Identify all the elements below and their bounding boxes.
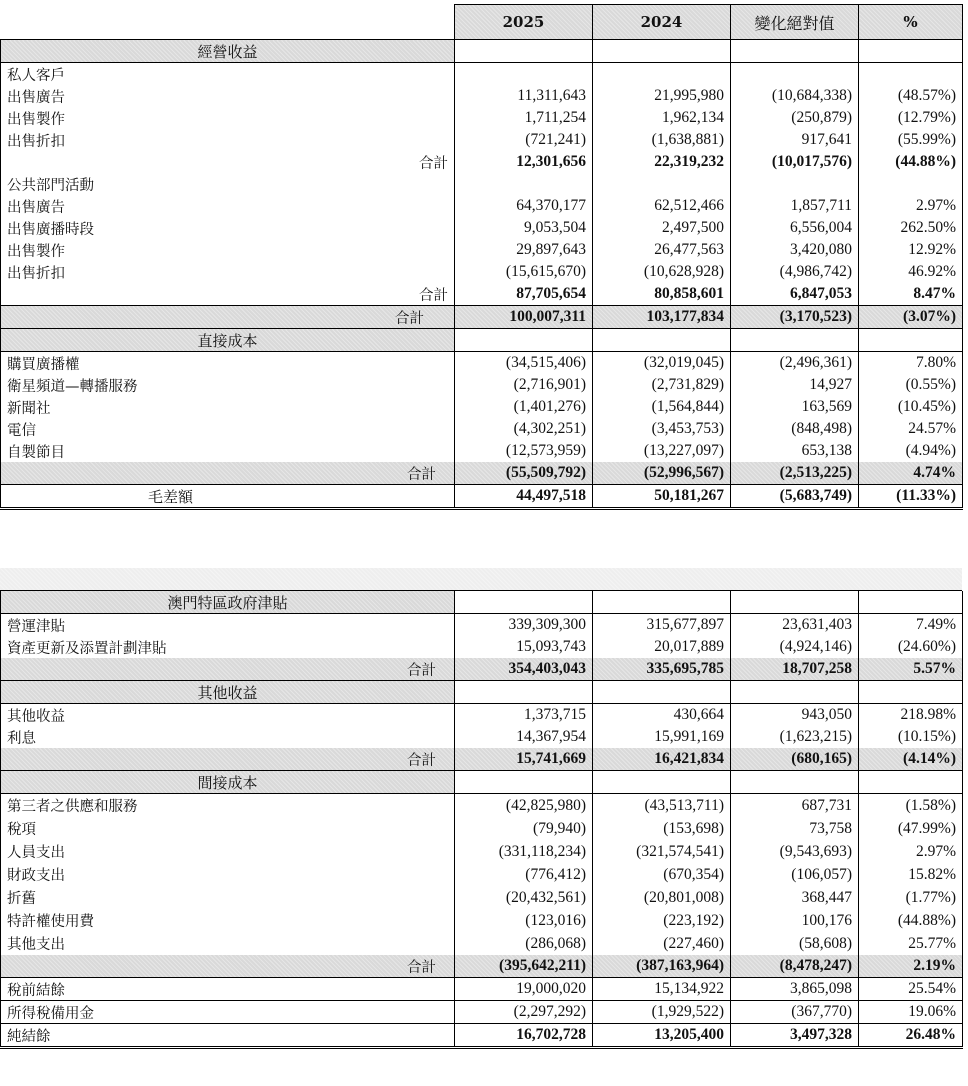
table-cell-value: (10.45%) xyxy=(859,396,963,418)
table-cell-label xyxy=(859,173,963,195)
table-cell-label: 折舊 xyxy=(1,886,455,909)
table-cell-value: 2,497,500 xyxy=(593,217,731,239)
table-cell-value: 19.06% xyxy=(859,1001,963,1024)
table-cell-value: (395,642,211) xyxy=(455,955,593,978)
table-cell-label: 人員支出 xyxy=(1,840,455,863)
table-cell-label xyxy=(455,40,593,63)
table-cell-value: (32,019,045) xyxy=(593,352,731,375)
table-cell-value: (227,460) xyxy=(593,932,731,955)
header-percent: % xyxy=(859,5,963,40)
table-cell-value: (2,716,901) xyxy=(455,374,593,396)
table-cell-value: (1,623,215) xyxy=(731,726,859,748)
table-cell-value: 3,497,328 xyxy=(731,1024,859,1048)
table-cell-value: 218.98% xyxy=(859,704,963,727)
table-cell-value: 917,641 xyxy=(731,129,859,151)
table-cell-label xyxy=(593,681,731,704)
table-cell-value: 16,702,728 xyxy=(455,1024,593,1048)
table-cell-value: (1.77%) xyxy=(859,886,963,909)
table-row xyxy=(1,840,963,863)
table-cell-label: 第三者之供應和服務 xyxy=(1,794,455,818)
table-cell-label xyxy=(731,591,859,614)
table-cell-label xyxy=(455,681,593,704)
table-cell-label xyxy=(859,40,963,63)
table-cell-value: (48.57%) xyxy=(859,85,963,107)
table-cell-value: (3,453,753) xyxy=(593,418,731,440)
table-cell-label: 出售廣告 xyxy=(1,85,455,107)
table-cell-value: 5.57% xyxy=(859,658,963,681)
header-2024: 2024 xyxy=(593,5,731,40)
table-cell-label xyxy=(731,63,859,86)
table-cell-label: 合計 xyxy=(1,955,455,978)
table-cell-value: (123,016) xyxy=(455,909,593,932)
table-cell-value: (34,515,406) xyxy=(455,352,593,375)
table-cell-value: (250,879) xyxy=(731,107,859,129)
header-row xyxy=(1,5,963,40)
table-cell-value: (10.15%) xyxy=(859,726,963,748)
table-cell-value: 46.92% xyxy=(859,261,963,283)
table-cell-value: 80,858,601 xyxy=(593,283,731,306)
table-cell-value: (24.60%) xyxy=(859,636,963,658)
table-cell-label: 出售折扣 xyxy=(1,129,455,151)
table-cell-label: 合計 xyxy=(1,283,455,306)
table-cell-value: (4.94%) xyxy=(859,440,963,462)
table-cell-value: 687,731 xyxy=(731,794,859,818)
table-cell-label: 財政支出 xyxy=(1,863,455,886)
table-cell-value: 24.57% xyxy=(859,418,963,440)
table-row xyxy=(1,261,963,283)
table-cell-value: (670,354) xyxy=(593,863,731,886)
table-cell-value: 20,017,889 xyxy=(593,636,731,658)
table-cell-value: (223,192) xyxy=(593,909,731,932)
table-cell-label: 電信 xyxy=(1,418,455,440)
table-cell-value: 2.19% xyxy=(859,955,963,978)
table-cell-value: (15,615,670) xyxy=(455,261,593,283)
table-cell-value: 103,177,834 xyxy=(593,306,731,329)
subtotal-row xyxy=(1,658,963,681)
table-cell-value: 653,138 xyxy=(731,440,859,462)
table-cell-value: 1,962,134 xyxy=(593,107,731,129)
table-cell-value: 8.47% xyxy=(859,283,963,306)
table-cell-value: (153,698) xyxy=(593,817,731,840)
table-cell-value: (387,163,964) xyxy=(593,955,731,978)
table-cell-value: 64,370,177 xyxy=(455,195,593,217)
table-cell-label xyxy=(593,40,731,63)
section-title-row xyxy=(1,591,963,614)
table-cell-value: 50,181,267 xyxy=(593,485,731,509)
table-cell-value: 2.97% xyxy=(859,195,963,217)
table-cell-label xyxy=(731,681,859,704)
section-title-row xyxy=(1,681,963,704)
table-cell-value: (2,731,829) xyxy=(593,374,731,396)
table-cell-label: 利息 xyxy=(1,726,455,748)
table-cell-value: (43,513,711) xyxy=(593,794,731,818)
table-cell-value: (848,498) xyxy=(731,418,859,440)
table-cell-value: 7.49% xyxy=(859,614,963,637)
table-cell-label: 新聞社 xyxy=(1,396,455,418)
table-row xyxy=(1,107,963,129)
pretax-row xyxy=(1,978,963,1001)
table-cell-label xyxy=(455,771,593,794)
table-cell-value: (55.99%) xyxy=(859,129,963,151)
table-cell-value: 15,093,743 xyxy=(455,636,593,658)
table-cell-value: 2.97% xyxy=(859,840,963,863)
table-cell-value: (680,165) xyxy=(731,748,859,771)
table-cell-value: 14,367,954 xyxy=(455,726,593,748)
table-row xyxy=(1,817,963,840)
subtotal-row xyxy=(1,748,963,771)
table-cell-value: 25.77% xyxy=(859,932,963,955)
table-row xyxy=(1,352,963,375)
table-cell-value: 335,695,785 xyxy=(593,658,731,681)
table-cell-value: 7.80% xyxy=(859,352,963,375)
table-cell-value: 6,556,004 xyxy=(731,217,859,239)
section-title-indirect-cost: 間接成本 xyxy=(1,771,455,794)
table-cell-value: 26,477,563 xyxy=(593,239,731,261)
table-cell-value: 15.82% xyxy=(859,863,963,886)
table-cell-value: (367,770) xyxy=(731,1001,859,1024)
table-cell-value: (10,628,928) xyxy=(593,261,731,283)
table-cell-value: 15,134,922 xyxy=(593,978,731,1001)
table-cell-value: (20,801,008) xyxy=(593,886,731,909)
table-cell-value: 62,512,466 xyxy=(593,195,731,217)
table-cell-label xyxy=(731,173,859,195)
table-row xyxy=(1,614,963,637)
table-cell-value: (4.14%) xyxy=(859,748,963,771)
table-cell-label xyxy=(859,591,963,614)
table-cell-value: 73,758 xyxy=(731,817,859,840)
table-cell-value: 29,897,643 xyxy=(455,239,593,261)
table-cell-value: 3,865,098 xyxy=(731,978,859,1001)
table-cell-value: (47.99%) xyxy=(859,817,963,840)
subtotal-row xyxy=(1,151,963,173)
table-row xyxy=(1,374,963,396)
section-title-direct-cost: 直接成本 xyxy=(1,329,455,352)
table-row xyxy=(1,932,963,955)
table-cell-value: 315,677,897 xyxy=(593,614,731,637)
table-cell-value: (286,068) xyxy=(455,932,593,955)
table-row xyxy=(1,636,963,658)
table-cell-value: (1,638,881) xyxy=(593,129,731,151)
table-cell-label: 購買廣播權 xyxy=(1,352,455,375)
table-row xyxy=(1,217,963,239)
subtotal-row xyxy=(1,955,963,978)
table-cell-label: 營運津貼 xyxy=(1,614,455,637)
table-cell-value: (331,118,234) xyxy=(455,840,593,863)
table-cell-value: 430,664 xyxy=(593,704,731,727)
table-cell-value: 12,301,656 xyxy=(455,151,593,173)
subtotal-row xyxy=(1,462,963,485)
income-statement-part1 xyxy=(0,4,962,510)
table-cell-value: (52,996,567) xyxy=(593,462,731,485)
table-cell-value: (9,543,693) xyxy=(731,840,859,863)
table-row xyxy=(1,129,963,151)
table-cell-label xyxy=(593,173,731,195)
table-cell-label: 出售製作 xyxy=(1,107,455,129)
section-title-row xyxy=(1,771,963,794)
table-cell-label: 其他收益 xyxy=(1,704,455,727)
table-cell-value: (0.55%) xyxy=(859,374,963,396)
table-cell-value: 13,205,400 xyxy=(593,1024,731,1048)
table-cell-value: 14,927 xyxy=(731,374,859,396)
table-row xyxy=(1,440,963,462)
table-cell-value: 18,707,258 xyxy=(731,658,859,681)
table-cell-label: 毛差額 xyxy=(1,485,455,509)
table-cell-label: 合計 xyxy=(1,306,455,329)
table-cell-value: 1,711,254 xyxy=(455,107,593,129)
table-cell-label: 特許權使用費 xyxy=(1,909,455,932)
table-cell-value: 1,373,715 xyxy=(455,704,593,727)
table-cell-value: (44.88%) xyxy=(859,909,963,932)
net-row xyxy=(1,1024,963,1048)
table-cell-value: 9,053,504 xyxy=(455,217,593,239)
table-cell-value: 3,420,080 xyxy=(731,239,859,261)
table-cell-value: 26.48% xyxy=(859,1024,963,1048)
table-cell-value: (79,940) xyxy=(455,817,593,840)
table-cell-label xyxy=(593,771,731,794)
table-cell-label xyxy=(455,173,593,195)
table-row xyxy=(1,239,963,261)
header-2025: 2025 xyxy=(455,5,593,40)
table-cell-value: 25.54% xyxy=(859,978,963,1001)
table-cell-value: (3,170,523) xyxy=(731,306,859,329)
table-cell-value: (776,412) xyxy=(455,863,593,886)
table-cell-label xyxy=(455,63,593,86)
table-cell-value: (1.58%) xyxy=(859,794,963,818)
table-cell-value: 19,000,020 xyxy=(455,978,593,1001)
table-row xyxy=(1,794,963,818)
table-cell-value: 368,447 xyxy=(731,886,859,909)
table-cell-label: 合計 xyxy=(1,748,455,771)
table-cell-value: 16,421,834 xyxy=(593,748,731,771)
table-cell-label: 合計 xyxy=(1,462,455,485)
table-cell-value: 15,991,169 xyxy=(593,726,731,748)
table-cell-value: (58,608) xyxy=(731,932,859,955)
table-cell-value: 262.50% xyxy=(859,217,963,239)
table-cell-value: (3.07%) xyxy=(859,306,963,329)
table-cell-label: 其他支出 xyxy=(1,932,455,955)
section-title-row xyxy=(1,40,963,63)
table-cell-label xyxy=(859,681,963,704)
header-change: 變化絕對值 xyxy=(731,5,859,40)
table-cell-value: 100,176 xyxy=(731,909,859,932)
table-cell-value: (1,564,844) xyxy=(593,396,731,418)
table-cell-label: 出售製作 xyxy=(1,239,455,261)
income-statement-part2 xyxy=(0,590,962,1049)
table-row xyxy=(1,704,963,727)
table-cell-value: (55,509,792) xyxy=(455,462,593,485)
section-title-operating: 經營收益 xyxy=(1,40,455,63)
table-cell-value: (10,684,338) xyxy=(731,85,859,107)
table-row xyxy=(1,886,963,909)
table-cell-value: (13,227,097) xyxy=(593,440,731,462)
table-cell-label xyxy=(593,63,731,86)
table-cell-value: (721,241) xyxy=(455,129,593,151)
subsection-row xyxy=(1,63,963,86)
table-row xyxy=(1,418,963,440)
subsection-public: 公共部門活動 xyxy=(1,173,455,195)
table-cell-value: 23,631,403 xyxy=(731,614,859,637)
table-cell-value: (2,513,225) xyxy=(731,462,859,485)
table-cell-value: (12,573,959) xyxy=(455,440,593,462)
table-cell-label: 衛星頻道—轉播服務 xyxy=(1,374,455,396)
grand-total-row xyxy=(1,306,963,329)
table-cell-value: (4,302,251) xyxy=(455,418,593,440)
table-cell-value: 943,050 xyxy=(731,704,859,727)
table-cell-value: 1,857,711 xyxy=(731,195,859,217)
table-cell-value: 339,309,300 xyxy=(455,614,593,637)
table-cell-label: 出售廣告 xyxy=(1,195,455,217)
table-cell-value: (1,401,276) xyxy=(455,396,593,418)
table-cell-value: 87,705,654 xyxy=(455,283,593,306)
table-cell-label: 稅項 xyxy=(1,817,455,840)
table-cell-label xyxy=(859,329,963,352)
table-row xyxy=(1,195,963,217)
table-cell-label xyxy=(455,591,593,614)
table-cell-label: 資產更新及添置計劃津貼 xyxy=(1,636,455,658)
section-title-row xyxy=(1,329,963,352)
section-gap xyxy=(0,568,962,590)
table-cell-value: (4,986,742) xyxy=(731,261,859,283)
table-cell-value: (1,929,522) xyxy=(593,1001,731,1024)
table-cell-value: 4.74% xyxy=(859,462,963,485)
table-cell-label: 稅前結餘 xyxy=(1,978,455,1001)
table-cell-value: (42,825,980) xyxy=(455,794,593,818)
table-cell-value: (8,478,247) xyxy=(731,955,859,978)
table-row xyxy=(1,85,963,107)
subsection-private: 私人客戶 xyxy=(1,63,455,86)
table-cell-value: (20,432,561) xyxy=(455,886,593,909)
table-cell-value: (321,574,541) xyxy=(593,840,731,863)
table-cell-label: 合計 xyxy=(1,151,455,173)
tax-row xyxy=(1,1001,963,1024)
table-cell-label xyxy=(731,771,859,794)
table-cell-label xyxy=(731,40,859,63)
table-row xyxy=(1,909,963,932)
table-cell-label: 所得稅備用金 xyxy=(1,1001,455,1024)
table-cell-label: 出售廣播時段 xyxy=(1,217,455,239)
table-cell-value: (10,017,576) xyxy=(731,151,859,173)
table-cell-value: (106,057) xyxy=(731,863,859,886)
table-cell-value: 354,403,043 xyxy=(455,658,593,681)
table-cell-value: 21,995,980 xyxy=(593,85,731,107)
table-row xyxy=(1,863,963,886)
table-cell-value: (2,496,361) xyxy=(731,352,859,375)
table-cell-value: 11,311,643 xyxy=(455,85,593,107)
table-cell-label xyxy=(593,591,731,614)
subtotal-row xyxy=(1,283,963,306)
subsection-row xyxy=(1,173,963,195)
table-cell-value: (11.33%) xyxy=(859,485,963,509)
table-cell-value: 100,007,311 xyxy=(455,306,593,329)
table-cell-value: 163,569 xyxy=(731,396,859,418)
section-title-other-income: 其他收益 xyxy=(1,681,455,704)
table-cell-label: 自製節目 xyxy=(1,440,455,462)
table-row xyxy=(1,396,963,418)
gross-margin-row xyxy=(1,485,963,509)
table-cell-label: 合計 xyxy=(1,658,455,681)
table-cell-label xyxy=(593,329,731,352)
table-cell-value: 15,741,669 xyxy=(455,748,593,771)
table-cell-label xyxy=(859,63,963,86)
table-cell-value: 22,319,232 xyxy=(593,151,731,173)
table-cell-value: 44,497,518 xyxy=(455,485,593,509)
table-cell-value: (4,924,146) xyxy=(731,636,859,658)
table-cell-value: 12.92% xyxy=(859,239,963,261)
table-cell-value: (5,683,749) xyxy=(731,485,859,509)
section-title-subsidy: 澳門特區政府津貼 xyxy=(1,591,455,614)
header-blank xyxy=(1,5,455,40)
table-cell-label: 純結餘 xyxy=(1,1024,455,1048)
table-cell-value: (12.79%) xyxy=(859,107,963,129)
table-cell-value: (2,297,292) xyxy=(455,1001,593,1024)
table-cell-label: 出售折扣 xyxy=(1,261,455,283)
table-cell-value: 6,847,053 xyxy=(731,283,859,306)
table-cell-label xyxy=(731,329,859,352)
table-row xyxy=(1,726,963,748)
table-cell-label xyxy=(859,771,963,794)
table-cell-value: (44.88%) xyxy=(859,151,963,173)
table-cell-label xyxy=(455,329,593,352)
